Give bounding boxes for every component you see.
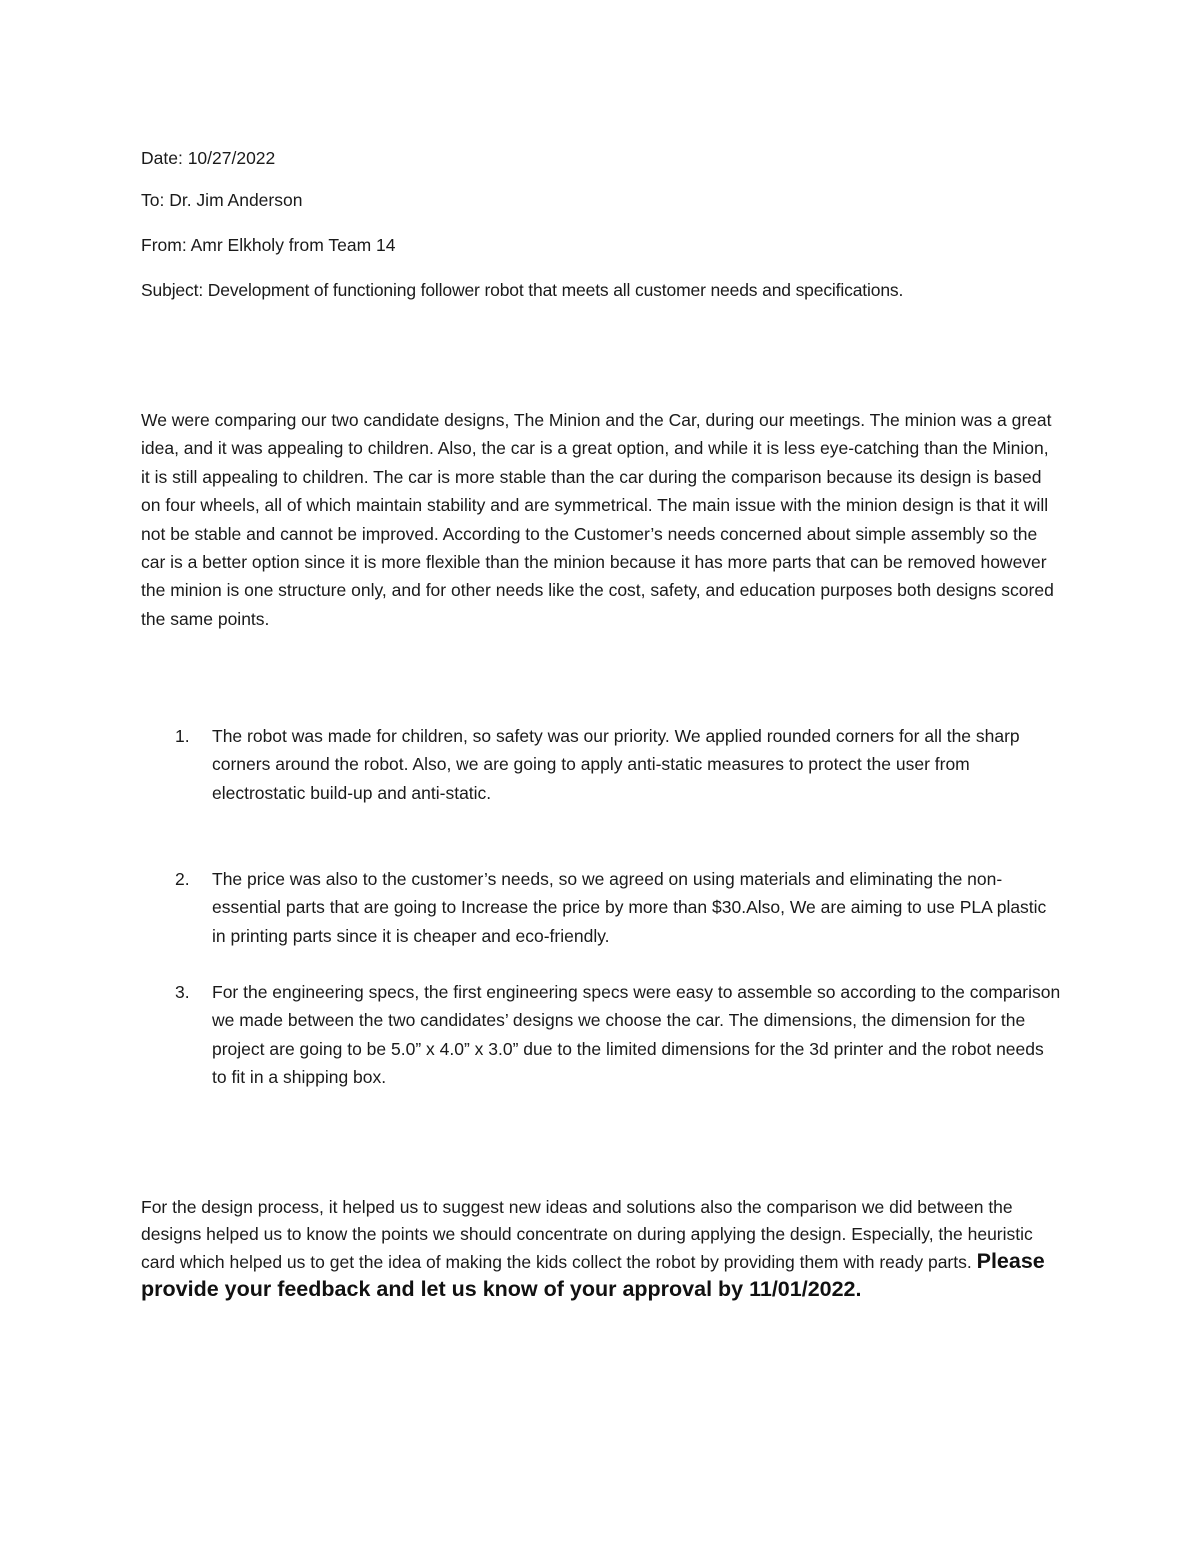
approval-request: Please provide your feedback and let us know of your approval by 11/01/2022. bbox=[141, 1249, 1045, 1301]
list-item-text: For the engineering specs, the first engineering specs were easy to assemble so according to the comparison we made between the two candidates’ designs we choose the car. The dimensions, the dimension for the project are going to be 5.0” x 4.0” x 3.0” due to the limited dimensions for the 3d printer and the robot needs to fit in a shipping box. bbox=[212, 982, 1061, 1088]
closing-text: For the design process, it helped us to suggest new ideas and solutions also the comparison we did between the designs helped us to know the points we should concentrate on during applying the design. Especially, the heuristic card which helped us to get the idea of making the kids collect the robot by providing them with ready parts. bbox=[141, 1197, 1033, 1272]
intro-paragraph: We were comparing our two candidate designs, The Minion and the Car, during our meetings. The minion was a great idea, and it was appealing to children. Also, the car is a great option, and while it is less eye-catching than the Minion, it is still appealing to children. The car is more stable than the car during the comparison because its design is based on four wheels, all of which maintain stability and are symmetrical. The main issue with the minion design is that it will not be stable and cannot be improved. According to the Customer’s needs concerned about simple assembly so the car is a better option since it is more flexible than the minion because it has more parts that can be removed however the minion is one structure only, and for other needs like the cost, safety, and education purposes both designs scored the same points. bbox=[141, 410, 1054, 629]
memo-subject: Subject: Development of functioning follower robot that meets all customer needs and specifications. bbox=[141, 280, 904, 300]
closing-paragraph bbox=[141, 1194, 1061, 1304]
list-item-number: 3. bbox=[175, 982, 190, 1002]
list-item-text: The price was also to the customer’s needs, so we agreed on using materials and eliminating the non-essential parts that are going to Increase the price by more than $30.Also, We are aiming to use PLA plastic in printing parts since it is cheaper and eco-friendly. bbox=[212, 869, 1047, 946]
list-item-number: 1. bbox=[175, 726, 190, 746]
memo-sender: From: Amr Elkholy from Team 14 bbox=[141, 235, 396, 255]
list-item bbox=[141, 865, 1061, 950]
list-item bbox=[141, 722, 1061, 807]
memo-date: Date: 10/27/2022 bbox=[141, 148, 276, 168]
list-item bbox=[141, 978, 1061, 1092]
list-item-text: The robot was made for children, so safety was our priority. We applied rounded corners for all the sharp corners around the robot. Also, we are going to apply anti-static measures to protect the user from electrostatic build-up and anti-static. bbox=[212, 726, 1020, 803]
memo-recipient: To: Dr. Jim Anderson bbox=[141, 190, 303, 210]
list-item-number: 2. bbox=[175, 869, 190, 889]
